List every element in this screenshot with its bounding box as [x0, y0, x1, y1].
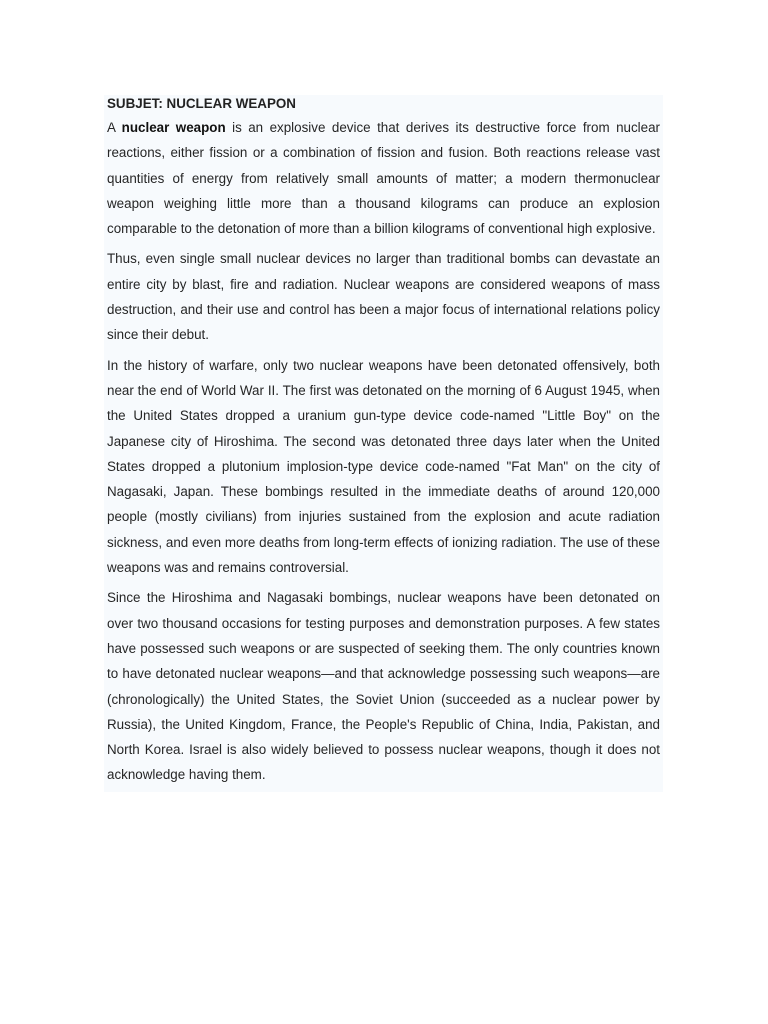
paragraph-2: Thus, even single small nuclear devices no larger than traditional bombs can devastate an entire city by blast, fire and radiation. Nuclear weapons are considered weapons of mass destruction, and their use and control has been a major focus of international relations policy since their debut.	[107, 251, 660, 343]
paragraph-3: In the history of warfare, only two nuclear weapons have been detonated offensively, both near the end of World War II. The first was detonated on the morning of 6 August 1945, when the United States dropped a uranium gun-type device code-named "Little Boy" on the Japanese city of Hiroshima. The second was detonated three days later when the United States dropped a plutonium implosion-type device code-named "Fat Man" on the city of Nagasaki, Japan. These bombings resulted in the immediate deaths of around 120,000 people (mostly civilians) from injuries sustained from the explosion and acute radiation sickness, and even more deaths from long-term effects of ionizing radiation. The use of these weapons was and remains controversial.	[107, 357, 660, 576]
document-body	[104, 95, 663, 792]
paragraph-1-term: nuclear weapon	[121, 120, 226, 135]
paragraph-1	[107, 115, 660, 241]
paragraph-4: Since the Hiroshima and Nagasaki bombings, nuclear weapons have been detonated on over two thousand occasions for testing purposes and demonstration purposes. A few states have possessed such weapons or are suspected of seeking them. The only countries known to have detonated nuclear weapons—and that acknowledge possessing such weapons—are (chronologically) the United States, the Soviet Union (succeeded as a nuclear power by Russia), the United Kingdom, France, the People's Republic of China, India, Pakistan, and North Korea. Israel is also widely believed to possess nuclear weapons, though it does not acknowledge having them.	[107, 590, 660, 783]
document-title: SUBJET: NUCLEAR WEAPON	[107, 96, 296, 111]
paragraph-1-text: is an explosive device that derives its destructive force from nuclear reactions, either fission or a combination of fission and fusion. Both reactions release vast quantities of energy from relatively small amounts of matter; a modern thermonuclear weapon weighing little more than a thousand kilograms can produce an explosion comparable to the detonation of more than a billion kilograms of conventional high explosive.	[107, 120, 660, 237]
paragraph-1-lead: A	[107, 120, 122, 135]
